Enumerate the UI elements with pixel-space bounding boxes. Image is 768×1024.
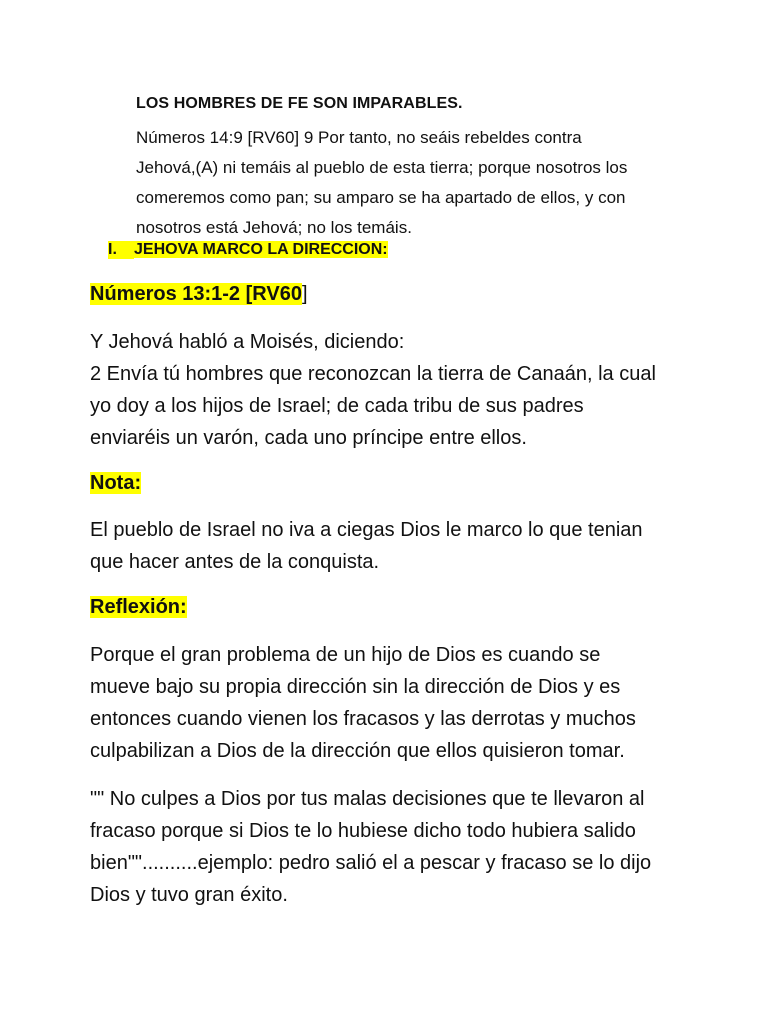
intro-line: Números 14:9 [RV60] 9 Por tanto, no seáis rebeldes contra	[136, 128, 582, 147]
reflexion-label	[90, 596, 187, 619]
intro-passage	[136, 123, 696, 243]
reflexion-line: mueve bajo su propia dirección sin la dirección de Dios y es	[90, 676, 621, 698]
reflexion-label-text: Reflexión:	[90, 596, 187, 618]
quote-line: bien""..........ejemplo: pedro salió el a pescar y fracaso se lo dijo	[90, 852, 652, 874]
quote-line: fracaso porque si Dios te lo hubiese dicho todo hubiera salido	[90, 820, 636, 842]
intro-line: comeremos como pan; su amparo se ha apartado de ellos, y con	[136, 188, 626, 207]
intro-line: Jehová,(A) ni temáis al pueblo de esta tierra; porque nosotros los	[136, 158, 628, 177]
quote-paragraph	[90, 783, 730, 911]
nota-paragraph	[90, 514, 730, 578]
verse-passage	[90, 326, 730, 454]
section-heading-text: JEHOVA MARCO LA DIRECCION:	[134, 241, 388, 258]
nota-label-text: Nota:	[90, 472, 142, 494]
quote-line: Dios y tuvo gran éxito.	[90, 884, 288, 906]
intro-line: nosotros está Jehová; no los temáis.	[136, 218, 412, 237]
reflexion-paragraph	[90, 639, 730, 767]
nota-line: El pueblo de Israel no iva a ciegas Dios le marco lo que tenian	[90, 519, 643, 541]
verse-line: 2 Envía tú hombres que reconozcan la tierra de Canaán, la cual	[90, 363, 656, 385]
quote-line: "" No culpes a Dios por tus malas decisiones que te llevaron al	[90, 788, 645, 810]
reflexion-line: Porque el gran problema de un hijo de Dios es cuando se	[90, 644, 601, 666]
verse-line: enviaréis un varón, cada uno príncipe entre ellos.	[90, 427, 527, 449]
section-number: I.	[108, 241, 134, 259]
nota-line: que hacer antes de la conquista.	[90, 551, 380, 573]
reflexion-line: entonces cuando vienen los fracasos y las derrotas y muchos	[90, 708, 636, 730]
nota-label	[90, 472, 141, 495]
verse-line: Y Jehová habló a Moisés, diciendo:	[90, 331, 405, 353]
document-title: LOS HOMBRES DE FE SON IMPARABLES.	[136, 95, 463, 112]
scripture-reference-bracket: ]	[301, 283, 308, 305]
scripture-reference-text: Números 13:1-2 [RV60	[90, 283, 302, 305]
reflexion-line: culpabilizan a Dios de la dirección que ellos quisieron tomar.	[90, 740, 625, 762]
verse-line: yo doy a los hijos de Israel; de cada tribu de sus padres	[90, 395, 584, 417]
scripture-reference	[90, 283, 308, 306]
section-heading	[108, 241, 388, 259]
